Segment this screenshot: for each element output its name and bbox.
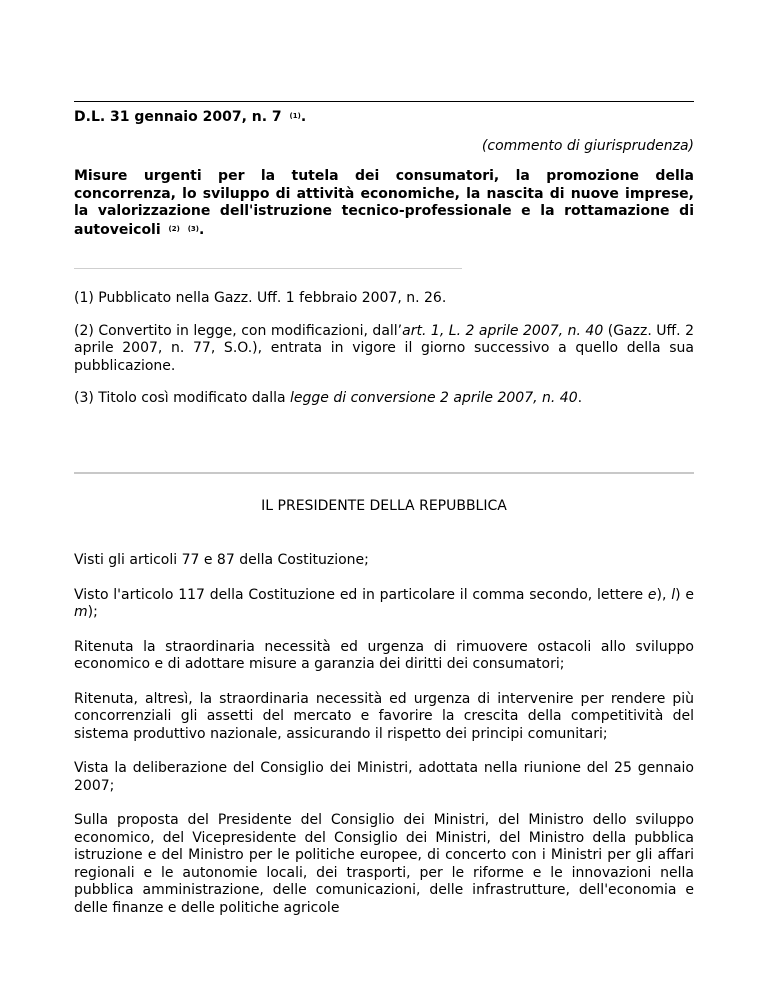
separator-2: ) e (675, 586, 694, 603)
letter-l: l (671, 586, 676, 603)
preamble-paragraph-6: Sulla proposta del Presidente del Consiglio dei Ministri, del Ministro dello sviluppo economico, del Vicepresidente del Consiglio dei Ministri, del Ministro della pubblica istruzione e del Ministro per le politiche europee, di concerto con i Ministri per gli affari regionali e le autonomie locali, dei trasporti, per le riforme e le innovazioni nella pubblica amministrazione, delle comunicazioni, delle infrastrutture, dell'economia e delle finanze e delle politiche agricole (74, 812, 694, 916)
footnotes (74, 290, 694, 423)
footnote-2 (74, 323, 694, 376)
footnote-ref-1[interactable]: (1) (289, 112, 301, 120)
document-heading-text: Misure urgenti per la tutela dei consumatori, la promozione della concorrenza, lo sviluppo di attività economiche, la nascita di nuove imprese, la valorizzazione dell'istruzione tecnico-professionale e la rottamazione di autoveicoli (74, 168, 694, 238)
footnote-2-text-start: (2) Convertito in legge, con modificazioni, dall’ (74, 322, 403, 339)
document-title-text: D.L. 31 gennaio 2007, n. 7 (74, 109, 282, 125)
jurisprudence-comment-link[interactable]: (commento di giurisprudenza) (481, 138, 694, 154)
preamble-paragraph-2-text: Visto l'articolo 117 della Costituzione ed in particolare il comma secondo, lettere (74, 586, 648, 603)
footnotes-divider (74, 268, 462, 269)
footnote-3 (74, 390, 694, 408)
decree-preamble (74, 552, 694, 934)
footnote-3-text-end: . (577, 390, 583, 406)
document-title (74, 106, 306, 127)
preamble-paragraph-1: Visti gli articoli 77 e 87 della Costituzione; (74, 552, 369, 568)
preamble-paragraph-5: Vista la deliberazione del Consiglio dei Ministri, adottata nella riunione del 25 gennaio 2007; (74, 760, 694, 794)
preamble-paragraph-2-end: ); (87, 604, 98, 620)
preamble-paragraph-3: Ritenuta la straordinaria necessità ed urgenza di rimuovere ostacoli allo sviluppo economico e di adottare misure a garanzia dei diritti dei consumatori; (74, 638, 694, 672)
letter-e: e (647, 586, 657, 603)
footnote-ref-3[interactable]: (3) (187, 224, 199, 233)
section-divider (74, 472, 694, 474)
footnote-3-text-start: (3) Titolo così modificato dalla (74, 390, 291, 406)
president-heading: IL PRESIDENTE DELLA REPUBBLICA (261, 498, 507, 514)
preamble-paragraph-4: Ritenuta, altresì, la straordinaria necessità ed urgenza di intervenire per rendere più concorrenziali gli assetti del mercato e favorire la crescita della competitività del sistema produttivo nazionale, assicurando il rispetto dei principi comunitari; (74, 690, 694, 742)
footnote-1: (1) Pubblicato nella Gazz. Uff. 1 febbraio 2007, n. 26. (74, 290, 447, 306)
letter-m: m (74, 604, 88, 620)
footnote-2-law-link[interactable]: art. 1, L. 2 aprile 2007, n. 40 (402, 322, 604, 339)
footnote-2-text-end: (Gazz. Uff. 2 aprile 2007, n. 77, S.O.), entrata in vigore il giorno successivo a quello della sua pubblicazione. (74, 322, 695, 374)
footnote-ref-2[interactable]: (2) (168, 224, 180, 233)
top-rule (74, 101, 694, 102)
footnote-3-law-link[interactable]: legge di conversione 2 aprile 2007, n. 40 (290, 390, 578, 406)
document-heading-end: . (198, 221, 205, 238)
document-title-end: . (300, 109, 307, 125)
preamble-paragraph-2 (74, 587, 694, 622)
document-heading (74, 168, 694, 239)
separator-1: ), (656, 586, 672, 603)
